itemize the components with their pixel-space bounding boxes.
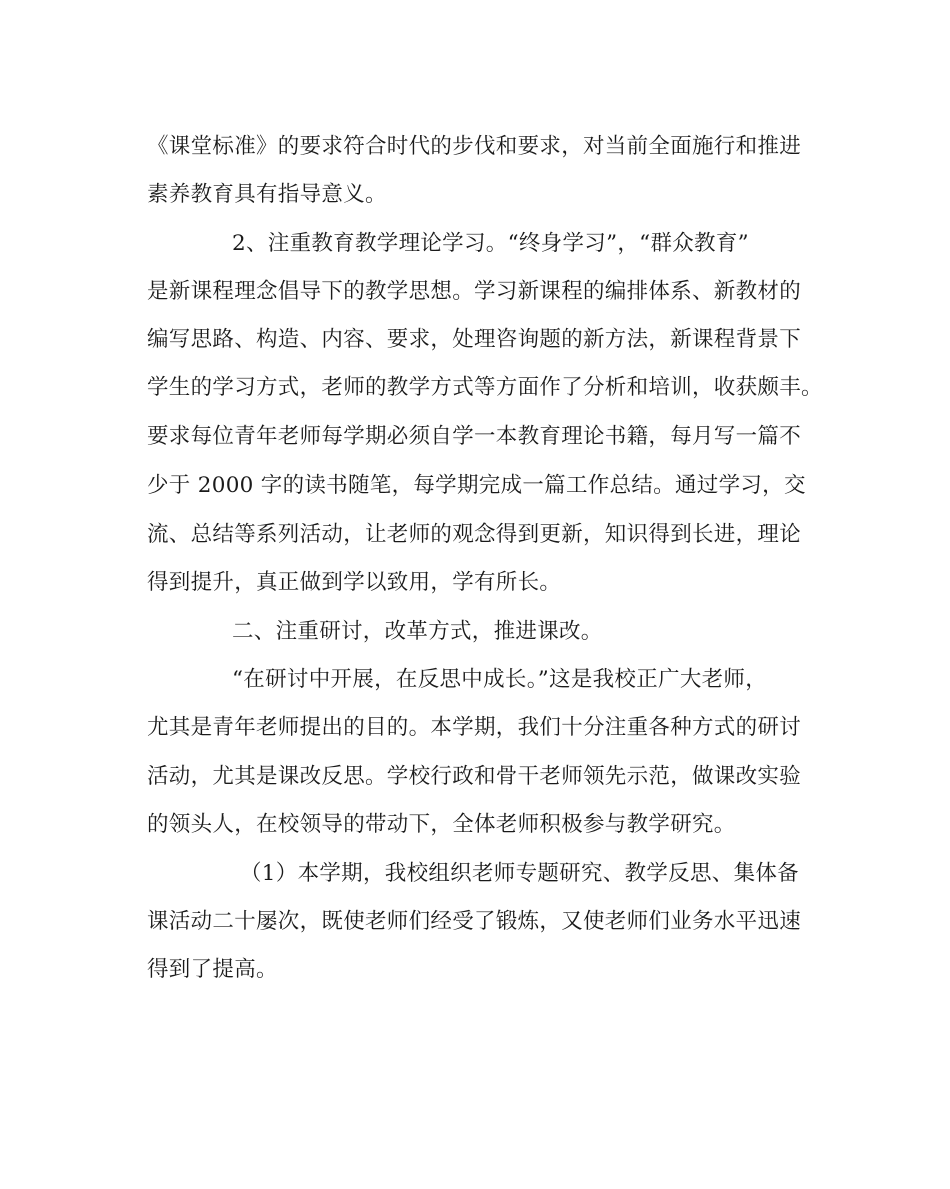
text-line: 是新课程理念倡导下的教学思想。学习新课程的编排体系、新教材的 xyxy=(147,279,802,304)
text-line: 尤其是青年老师提出的目的。本学期，我们十分注重各种方式的研讨 xyxy=(147,715,802,740)
text-line: “在研讨中开展，在反思中成长。”这是我校正广大老师， xyxy=(232,667,768,692)
text-line: 学生的学习方式，老师的教学方式等方面作了分析和培训，收获颇丰。 xyxy=(147,375,823,400)
text-line: 的领头人，在校领导的带动下，全体老师积极参与教学研究。 xyxy=(147,812,736,837)
text-line: 活动，尤其是课改反思。学校行政和骨干老师领先示范，做课改实验 xyxy=(147,764,802,789)
text-line: 得到了提高。 xyxy=(147,957,278,982)
text-line: 少于 2000 字的读书随笔，每学期完成一篇工作总结。通过学习，交 xyxy=(147,473,806,498)
text-line: 要求每位青年老师每学期必须自学一本教育理论书籍，每月写一篇不 xyxy=(147,424,802,449)
text-line: 课活动二十屡次，既使老师们经受了锻炼，又使老师们业务水平迅速 xyxy=(147,909,802,934)
section-heading: 二、注重研讨，改革方式，推进课改。 xyxy=(232,619,603,644)
text-line: （1）本学期，我校组织老师专题研究、教学反思、集体备 xyxy=(240,861,799,886)
text-line: 《课堂标准》的要求符合时代的步伐和要求，对当前全面施行和推进 xyxy=(147,134,802,159)
text-line: 编写思路、构造、内容、要求，处理咨询题的新方法，新课程背景下 xyxy=(147,327,802,352)
paragraph-heading: 2、注重教育教学理论学习。“终身学习”，“群众教育” xyxy=(232,231,749,256)
text-line: 得到提升，真正做到学以致用，学有所长。 xyxy=(147,570,562,595)
text-line: 流、总结等系列活动，让老师的观念得到更新，知识得到长进，理论 xyxy=(147,522,802,547)
text-line: 素养教育具有指导意义。 xyxy=(147,182,387,207)
